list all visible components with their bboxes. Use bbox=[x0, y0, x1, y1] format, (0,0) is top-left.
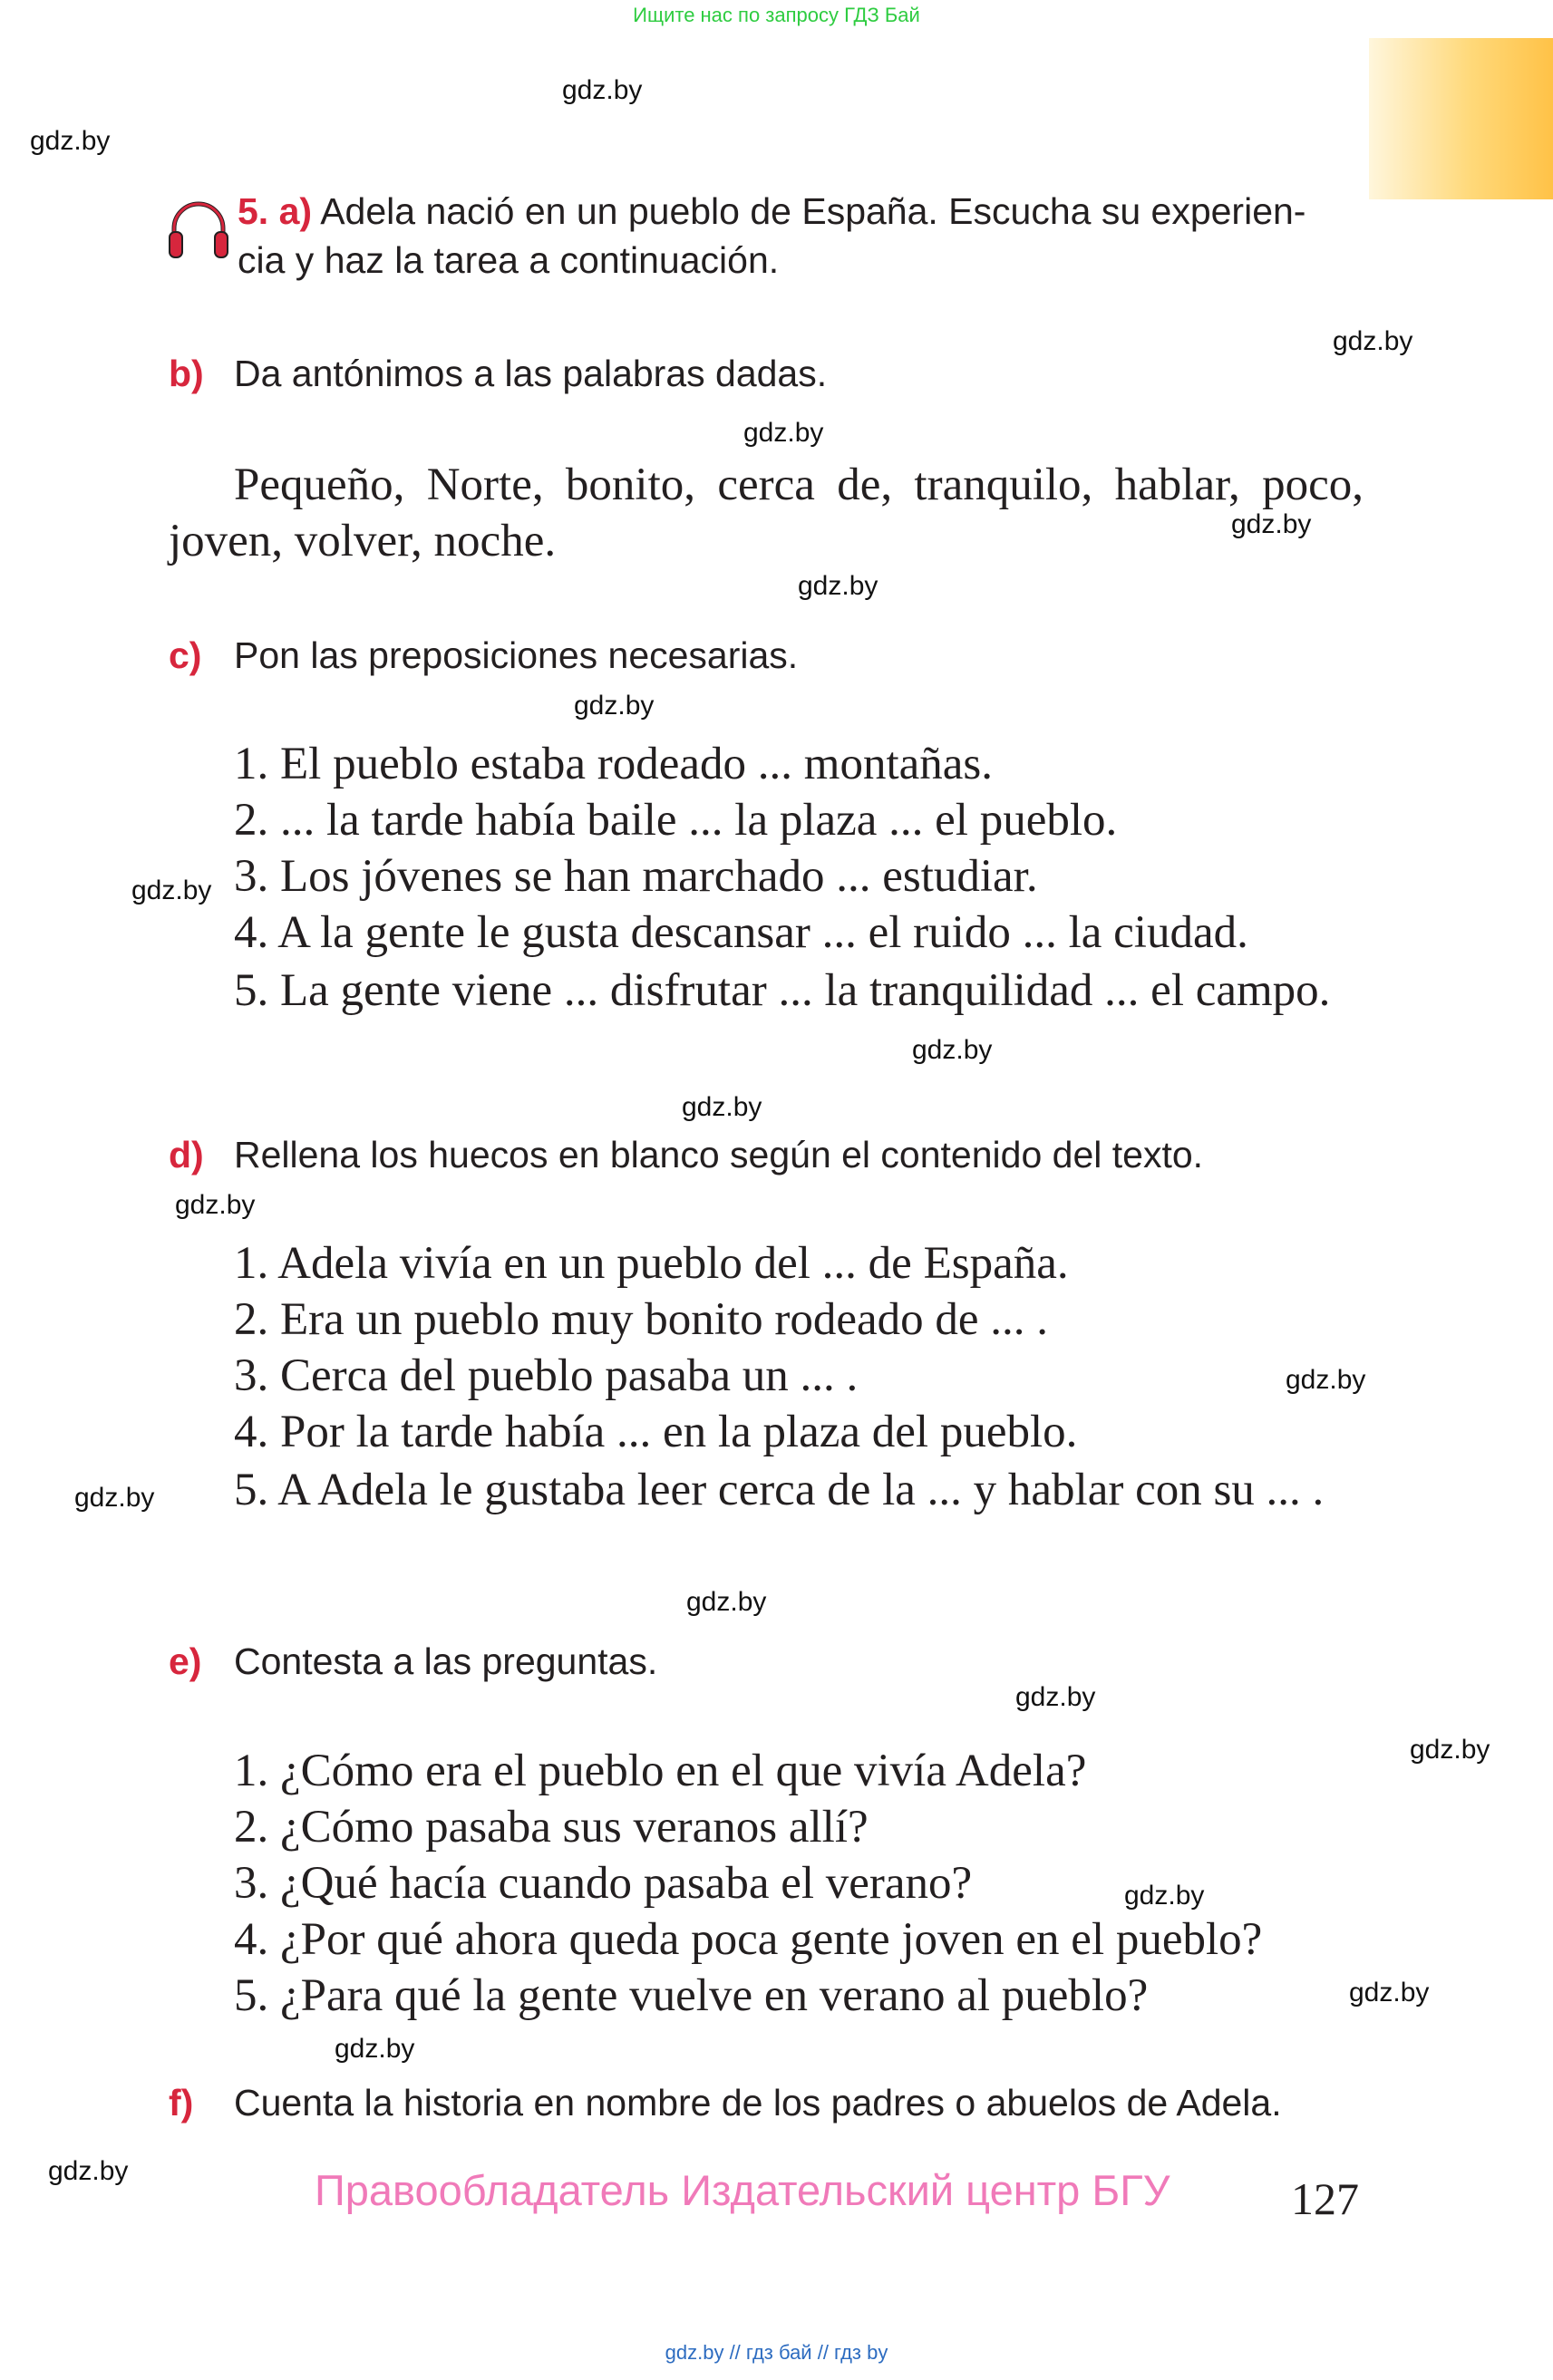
exercise-5a-text: Adela nació en un pueblo de España. Escucha su experien- bbox=[320, 190, 1306, 232]
headphones-icon bbox=[167, 199, 230, 263]
corner-decoration bbox=[1369, 38, 1553, 199]
list-item: 4. ¿Por qué ahora queda poca gente joven en el pueblo? bbox=[234, 1914, 1263, 1965]
list-item: 3. Cerca del pueblo pasaba un ... . bbox=[234, 1350, 859, 1401]
bottom-links[interactable]: gdz.by // гдз бай // гдз by bbox=[665, 2341, 888, 2364]
list-item: 1. Adela vivía en un pueblo del ... de España. bbox=[234, 1238, 1069, 1289]
task-b-words: Pequeño, Norte, bonito, cerca de, tranquilo, hablar, poco, joven, volver, noche. bbox=[169, 460, 1364, 566]
watermark: gdz.by bbox=[912, 1035, 993, 1065]
list-item: 1. El pueblo estaba rodeado ... montañas. bbox=[234, 739, 994, 789]
task-f-instruction: Cuenta la historia en nombre de los padres o abuelos de Adela. bbox=[234, 2082, 1282, 2124]
task-d-label: d) bbox=[169, 1134, 204, 1175]
exercise-5a-line2: cia y haz la tarea a continuación. bbox=[238, 239, 780, 281]
task-f-label: f) bbox=[169, 2082, 194, 2124]
list-item: 2. ... la tarde había baile ... la plaza ... el pueblo. bbox=[234, 795, 1118, 846]
watermark: gdz.by bbox=[48, 2156, 129, 2186]
watermark: gdz.by bbox=[1015, 1682, 1096, 1712]
list-item: 5. A Adela le gustaba leer cerca de la ... y hablar con su ... . bbox=[234, 1465, 1325, 1515]
watermark: gdz.by bbox=[335, 2034, 415, 2064]
watermark: gdz.by bbox=[1124, 1881, 1205, 1911]
exercise-5a-line1 bbox=[238, 190, 1305, 233]
task-c-instruction: Pon las preposiciones necesarias. bbox=[234, 634, 799, 676]
watermark: gdz.by bbox=[798, 571, 878, 601]
list-item: 4. Por la tarde había ... en la plaza del pueblo. bbox=[234, 1407, 1078, 1457]
task-b-label: b) bbox=[169, 353, 204, 394]
page-number: 127 bbox=[1291, 2173, 1359, 2224]
watermark: gdz.by bbox=[682, 1092, 762, 1122]
watermark: gdz.by bbox=[574, 691, 655, 721]
exercise-number: 5. a) bbox=[238, 190, 313, 232]
watermark: gdz.by bbox=[1349, 1978, 1430, 2008]
watermark: gdz.by bbox=[562, 75, 643, 105]
list-item: 2. Era un pueblo muy bonito rodeado de ... . bbox=[234, 1294, 1048, 1345]
list-item: 4. A la gente le gusta descansar ... el ruido ... la ciudad. bbox=[234, 907, 1248, 958]
task-e-label: e) bbox=[169, 1640, 202, 1682]
watermark: gdz.by bbox=[74, 1483, 155, 1513]
task-d-instruction: Rellena los huecos en blanco según el contenido del texto. bbox=[234, 1134, 1204, 1175]
task-c-label: c) bbox=[169, 634, 202, 676]
copyright-notice: Правообладатель Издательский центр БГУ bbox=[315, 2166, 1170, 2214]
watermark: gdz.by bbox=[1286, 1365, 1366, 1395]
watermark: gdz.by bbox=[1231, 509, 1312, 539]
list-item: 2. ¿Cómo pasaba sus veranos allí? bbox=[234, 1802, 869, 1853]
list-item: 5. La gente viene ... disfrutar ... la tranquilidad ... el campo. bbox=[234, 965, 1331, 1016]
watermark: gdz.by bbox=[686, 1587, 767, 1617]
watermark: gdz.by bbox=[743, 418, 824, 448]
watermark: gdz.by bbox=[1333, 326, 1413, 356]
task-e-instruction: Contesta a las preguntas. bbox=[234, 1640, 658, 1682]
list-item: 3. ¿Qué hacía cuando pasaba el verano? bbox=[234, 1858, 973, 1909]
watermark: gdz.by bbox=[131, 876, 212, 905]
list-item: 3. Los jóvenes se han marchado ... estudiar. bbox=[234, 851, 1038, 902]
watermark: gdz.by bbox=[1410, 1735, 1490, 1765]
list-item: 5. ¿Para qué la gente vuelve en verano al pueblo? bbox=[234, 1970, 1149, 2021]
list-item: 1. ¿Cómo era el pueblo en el que vivía Adela? bbox=[234, 1746, 1087, 1796]
watermark: gdz.by bbox=[175, 1190, 256, 1220]
watermark: gdz.by bbox=[30, 126, 111, 156]
top-banner[interactable]: Ищите нас по запросу ГДЗ Бай bbox=[633, 4, 920, 26]
task-b-instruction: Da antónimos a las palabras dadas. bbox=[234, 353, 828, 394]
